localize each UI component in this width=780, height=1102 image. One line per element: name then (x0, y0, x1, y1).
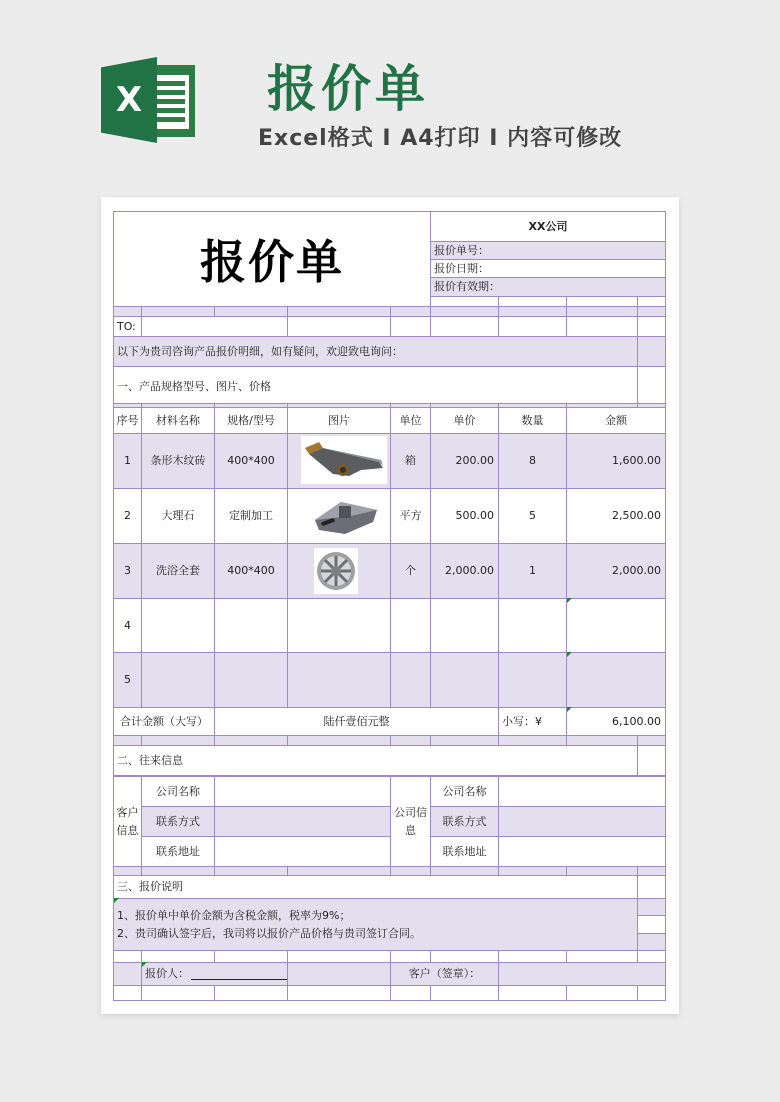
row-number: 4 (113, 598, 142, 653)
total-value[interactable]: 6,100.00 (566, 707, 666, 736)
to-label: TO: (113, 316, 142, 337)
column-header: 序号 (113, 407, 142, 434)
amount-cell[interactable]: 1,600.00 (566, 433, 666, 489)
section-1-heading: 一、产品规格型号、图片、价格 (113, 366, 638, 407)
quantity-cell[interactable]: 8 (498, 433, 567, 489)
quote-validity-field[interactable]: 报价有效期： (430, 277, 666, 297)
wheel-rim-image (314, 548, 358, 594)
unit-price-cell[interactable]: 500.00 (430, 488, 499, 544)
table-cell[interactable] (637, 745, 666, 776)
quantity-cell[interactable] (498, 598, 567, 653)
column-header: 图片 (287, 407, 391, 434)
company-info-label: 公司信息 (390, 776, 431, 867)
total-label: 合计金额（大写） (113, 707, 215, 736)
banner-subtitle: Excel格式 I A4打印 I 内容可修改 (258, 126, 623, 151)
unit-cell[interactable] (390, 652, 431, 708)
table-cell[interactable] (113, 985, 142, 1001)
cell-comment-marker-icon (567, 652, 572, 657)
table-cell[interactable] (430, 985, 499, 1001)
plate-part-image (311, 494, 381, 538)
company-field-input[interactable] (498, 836, 666, 867)
material-name-cell[interactable] (141, 598, 215, 653)
unit-price-cell[interactable] (430, 598, 499, 653)
quoter-signature-field[interactable] (141, 962, 288, 986)
customer-info-label: 客户信息 (113, 776, 142, 867)
image-cell[interactable] (287, 652, 391, 708)
spec-cell[interactable]: 400*400 (214, 433, 288, 489)
banner-title: 报价单 (267, 60, 429, 118)
table-cell[interactable] (637, 366, 666, 407)
row-number: 5 (113, 652, 142, 708)
amount-cell[interactable] (566, 598, 666, 653)
section-2-heading: 二、往来信息 (113, 745, 638, 776)
unit-cell[interactable]: 平方 (390, 488, 431, 544)
company-field-input[interactable] (498, 806, 666, 837)
banner (0, 0, 780, 195)
signature-line (191, 968, 287, 980)
amount-cell[interactable] (566, 652, 666, 708)
quantity-cell[interactable]: 1 (498, 543, 567, 599)
unit-cell[interactable]: 个 (390, 543, 431, 599)
table-cell[interactable] (498, 316, 567, 337)
row-number: 1 (113, 433, 142, 489)
bracket-part-image (301, 436, 387, 484)
table-cell[interactable] (498, 985, 567, 1001)
customer-field-label: 联系方式 (141, 806, 215, 837)
row-number: 3 (113, 543, 142, 599)
table-cell[interactable] (637, 985, 666, 1001)
cell-comment-marker-icon (142, 962, 147, 967)
table-cell[interactable] (566, 316, 638, 337)
customer-field-label: 公司名称 (141, 776, 215, 807)
table-cell[interactable] (430, 316, 499, 337)
note-line: 2、贵司确认签字后，我司将以报价产品价格与贵司签订合同。 (117, 926, 421, 940)
spec-cell[interactable] (214, 598, 288, 653)
table-cell[interactable] (141, 985, 215, 1001)
company-field-label: 联系方式 (430, 806, 499, 837)
cell-comment-marker-icon (567, 707, 572, 712)
column-header: 金额 (566, 407, 666, 434)
spec-cell[interactable]: 400*400 (214, 543, 288, 599)
spec-cell[interactable]: 定制加工 (214, 488, 288, 544)
column-header: 材料名称 (141, 407, 215, 434)
material-name-cell[interactable]: 洗浴全套 (141, 543, 215, 599)
unit-cell[interactable]: 箱 (390, 433, 431, 489)
table-cell[interactable] (637, 875, 666, 899)
sheet-title: 报价单 (113, 211, 431, 307)
table-cell[interactable] (113, 962, 142, 986)
customer-sign-label: 客户（签章）： (390, 962, 499, 986)
quantity-cell[interactable]: 5 (498, 488, 567, 544)
customer-field-input[interactable] (214, 836, 391, 867)
quote-date-field[interactable]: 报价日期： (430, 259, 666, 278)
total-small-label: 小写：¥ (498, 707, 567, 736)
section-3-heading: 三、报价说明 (113, 875, 638, 899)
row-number: 2 (113, 488, 142, 544)
company-field-input[interactable] (498, 776, 666, 807)
table-cell[interactable] (214, 985, 288, 1001)
table-cell[interactable] (637, 933, 666, 951)
quoter-label: 报价人： (145, 967, 189, 981)
table-cell[interactable] (637, 316, 666, 337)
cell-comment-marker-icon (567, 598, 572, 603)
note-line: 1、报价单中单价金额为含税金额，税率为9%； (117, 909, 351, 923)
company-field-label: 联系地址 (430, 836, 499, 867)
column-header: 单价 (430, 407, 499, 434)
unit-cell[interactable] (390, 598, 431, 653)
table-cell[interactable] (637, 336, 666, 367)
to-input[interactable] (141, 316, 288, 337)
table-cell[interactable] (637, 915, 666, 934)
amount-cell[interactable]: 2,000.00 (566, 543, 666, 599)
customer-field-label: 联系地址 (141, 836, 215, 867)
table-cell[interactable] (287, 316, 391, 337)
table-cell[interactable] (566, 985, 638, 1001)
material-name-cell[interactable] (141, 652, 215, 708)
table-cell[interactable] (637, 898, 666, 916)
company-name: XX公司 (430, 211, 666, 242)
table-cell[interactable] (390, 985, 431, 1001)
image-cell[interactable] (287, 598, 391, 653)
table-cell[interactable] (390, 316, 431, 337)
intro-text: 以下为贵司咨询产品报价明细，如有疑问，欢迎致电询问： (113, 336, 638, 367)
excel-logo-icon: X (101, 57, 197, 143)
quote-notes (113, 898, 638, 951)
unit-price-cell[interactable] (430, 652, 499, 708)
quote-number-field[interactable]: 报价单号： (430, 241, 666, 260)
material-name-cell[interactable]: 条形木纹砖 (141, 433, 215, 489)
table-cell[interactable] (287, 985, 391, 1001)
quantity-cell[interactable] (498, 652, 567, 708)
cell-comment-marker-icon (114, 898, 119, 903)
unit-price-cell[interactable]: 200.00 (430, 433, 499, 489)
unit-price-cell[interactable]: 2,000.00 (430, 543, 499, 599)
customer-field-input[interactable] (214, 776, 391, 807)
spec-cell[interactable] (214, 652, 288, 708)
material-name-cell[interactable]: 大理石 (141, 488, 215, 544)
table-cell[interactable] (287, 962, 391, 986)
column-header: 规格/型号 (214, 407, 288, 434)
total-in-words[interactable]: 陆仟壹佰元整 (214, 707, 499, 736)
customer-field-input[interactable] (214, 806, 391, 837)
amount-cell[interactable]: 2,500.00 (566, 488, 666, 544)
column-header: 单位 (390, 407, 431, 434)
customer-signature-field[interactable] (498, 962, 666, 986)
column-header: 数量 (498, 407, 567, 434)
company-field-label: 公司名称 (430, 776, 499, 807)
